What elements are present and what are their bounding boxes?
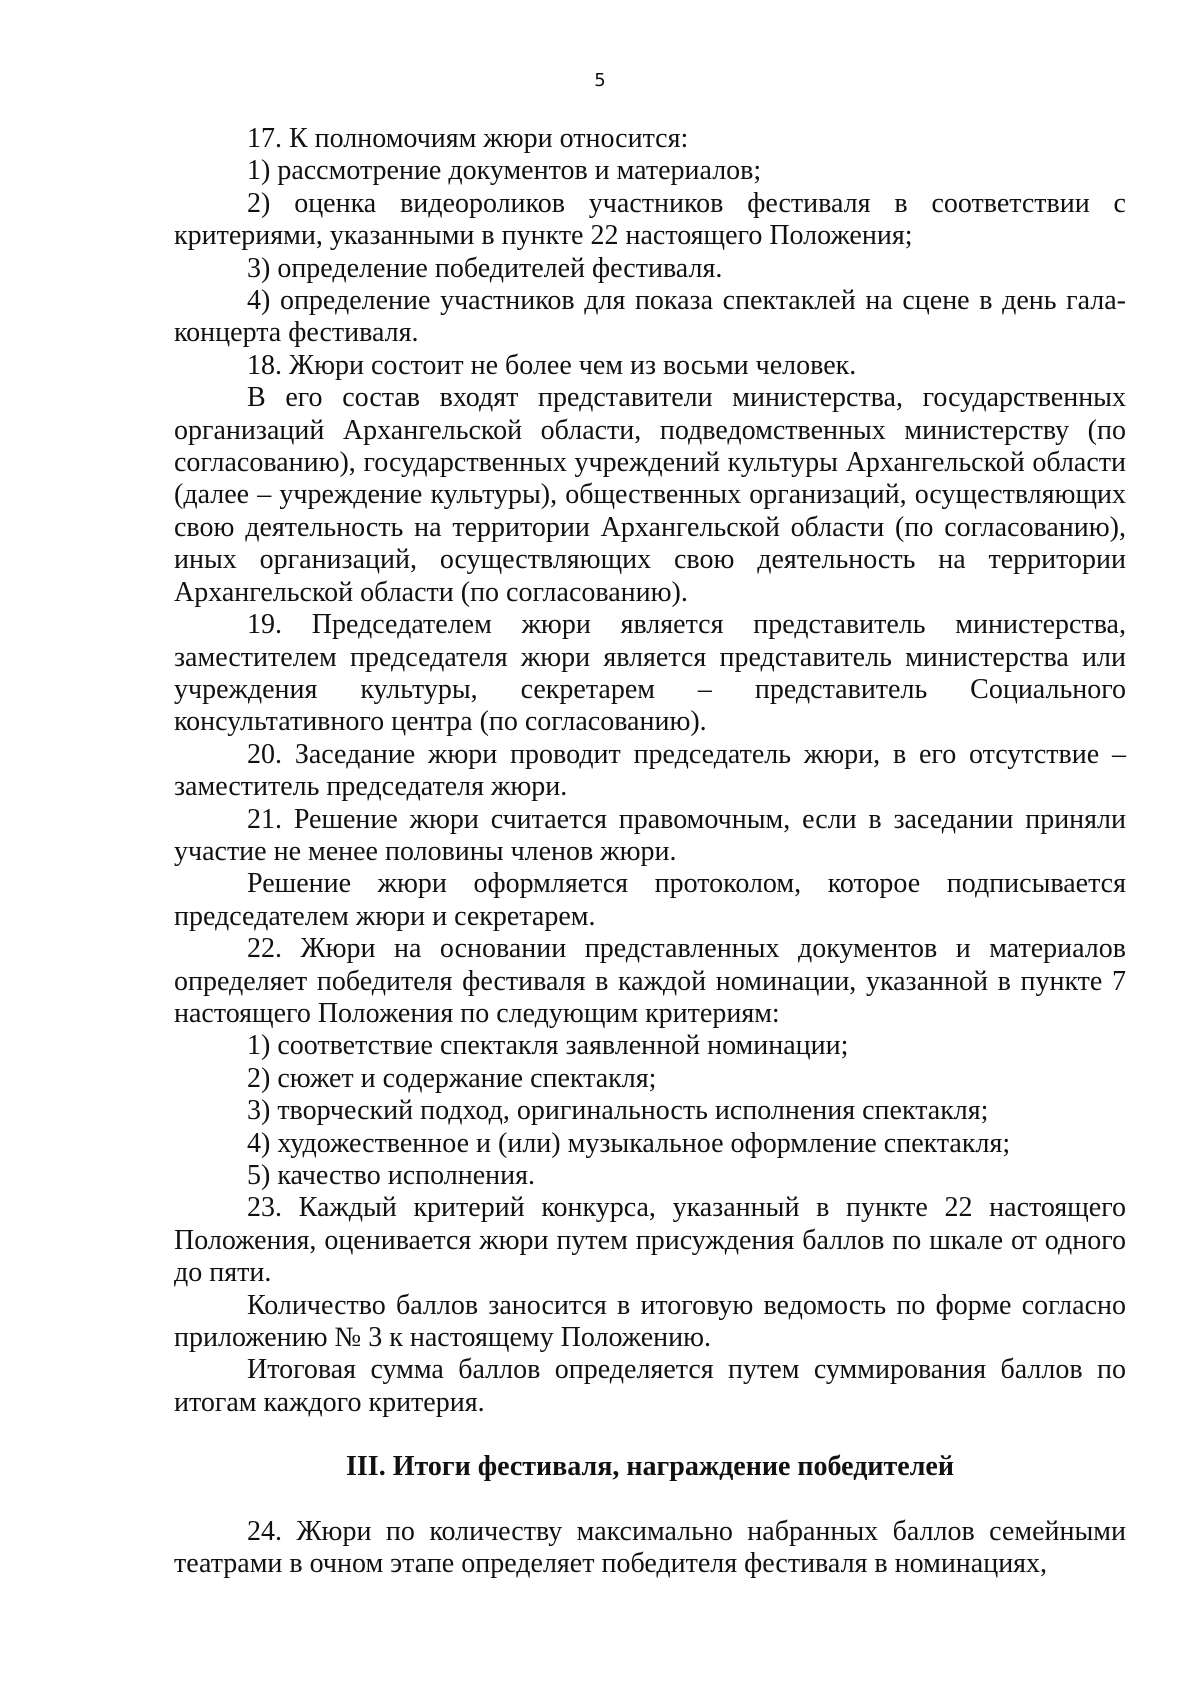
paragraph: Итоговая сумма баллов определяется путем суммирования баллов по итогам каждого критерия. [174,1354,1126,1418]
paragraph: 3) творческий подход, оригинальность исполнения спектакля; [247,1095,989,1127]
paragraph: 24. Жюри по количеству максимально набранных баллов семейными театрами в очном этапе определяет победителя фестиваля в номинациях, [174,1515,1126,1580]
paragraph: 22. Жюри на основании представленных документов и материалов определяет победителя фестиваля в каждой номинации, указанной в пункте 7 настоящего Положения по следующим критериям: [174,933,1126,1029]
paragraph: Решение жюри оформляется протоколом, которое подписывается председателем жюри и секретарем. [174,868,1126,932]
document-body [174,123,1126,1580]
paragraph: Количество баллов заносится в итоговую ведомость по форме согласно приложению № 3 к настоящему Положению. [174,1289,1126,1354]
paragraph: 4) художественное и (или) музыкальное оформление спектакля; [247,1127,1011,1159]
paragraph: 2) оценка видеороликов участников фестиваля в соответствии с критериями, указанными в пункте 22 настоящего Положения; [174,187,1126,252]
paragraph: 1) соответствие спектакля заявленной номинации; [247,1030,849,1062]
paragraph: 5) качество исполнения. [247,1160,535,1191]
paragraph: 23. Каждый критерий конкурса, указанный в пункте 22 настоящего Положения, оценивается жюри путем присуждения баллов по шкале от одного до пяти. [174,1192,1126,1289]
paragraph: 18. Жюри состоит не более чем из восьми человек. [247,349,857,381]
section-heading: III. Итоги фестиваля, награждение победителей [346,1451,954,1483]
spacer [174,1484,1126,1516]
paragraph: 2) сюжет и содержание спектакля; [247,1062,657,1094]
paragraph: 1) рассмотрение документов и материалов; [247,155,762,187]
page-number: 5 [594,70,606,91]
paragraph: 21. Решение жюри считается правомочным, если в заседании приняли участие не менее половины членов жюри. [174,803,1126,867]
spacer [174,1419,1126,1451]
paragraph: В его состав входят представители министерства, государственных организаций Архангельской области, подведомственных министерству (по согласованию), государственных учреждений культуры Архангельской области (далее – учреждение культуры), общественных организаций, осуществляющих свою деятельность на территории Архангельской области (по согласованию), иных организаций, осуществляющих свою деятельность на территории Архангельской области (по согласованию). [174,382,1126,608]
paragraph: 20. Заседание жюри проводит председатель жюри, в его отсутствие – заместитель председателя жюри. [174,738,1126,803]
paragraph: 17. К полномочиям жюри относится: [247,123,689,154]
paragraph: 4) определение участников для показа спектаклей на сцене в день гала-концерта фестиваля. [174,285,1126,349]
paragraph: 19. Председателем жюри является представитель министерства, заместителем председателя жюри является представитель министерства или учреждения культуры, секретарем – представитель Социального консультативного центра (по согласованию). [174,609,1126,738]
paragraph: 3) определение победителей фестиваля. [247,252,723,284]
